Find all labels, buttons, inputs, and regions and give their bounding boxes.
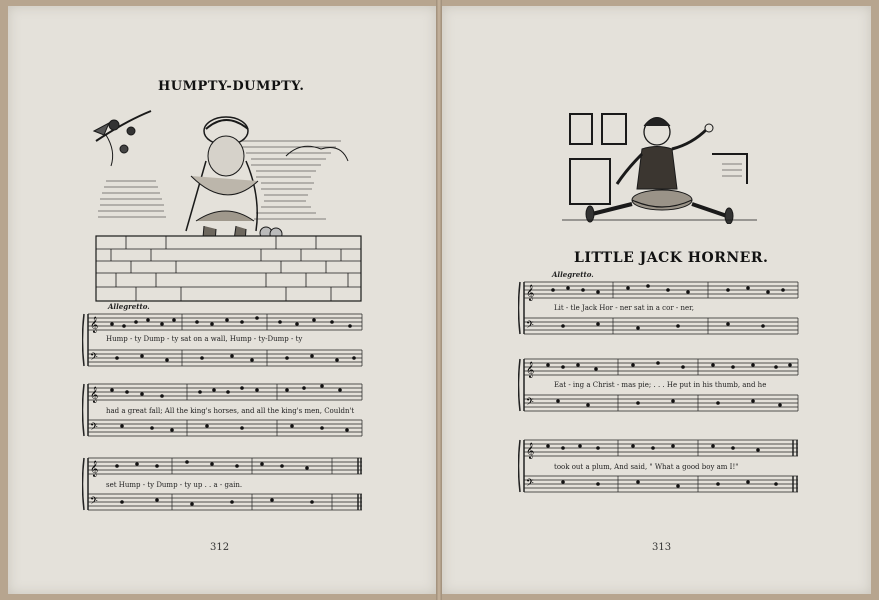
svg-text:𝄢: 𝄢 <box>526 477 534 491</box>
svg-text:𝄢: 𝄢 <box>90 495 98 509</box>
svg-text:𝄞: 𝄞 <box>90 387 99 403</box>
lyric-line-3: took out a plum, And said, " What a good boy am I!" <box>554 463 739 471</box>
svg-text:𝄞: 𝄞 <box>526 362 535 378</box>
tempo-marking: Allegretto. <box>108 302 150 311</box>
svg-text:𝄞: 𝄞 <box>526 285 535 301</box>
svg-text:𝄢: 𝄢 <box>90 421 98 435</box>
svg-text:𝄢: 𝄢 <box>526 319 534 333</box>
treble-clef-icon: 𝄞 <box>90 317 99 333</box>
svg-text:𝄞: 𝄞 <box>90 461 99 477</box>
page-number: 313 <box>652 542 672 553</box>
svg-text:𝄢: 𝄢 <box>526 396 534 410</box>
left-page <box>8 6 436 594</box>
page-title: HUMPTY-DUMPTY. <box>158 79 305 94</box>
lyric-line-1: Hump - ty Dump - ty sat on a wall, Hump - ty-Dump - ty <box>106 335 303 343</box>
lyric-line-2: had a great fall; All the king's horses, and all the king's men, Couldn't <box>106 407 355 415</box>
bass-clef-icon: 𝄢 <box>90 351 98 365</box>
lyric-line-3: set Hump - ty Dump - ty up . . a - gain. <box>106 481 243 489</box>
jack-horner-illustration <box>562 104 757 224</box>
page-number: 312 <box>210 542 230 553</box>
tempo-marking: Allegretto. <box>552 270 594 279</box>
svg-text:𝄞: 𝄞 <box>526 443 535 459</box>
lyric-line-2: Eat - ing a Christ - mas pie; . . . He put in his thumb, and he <box>554 381 767 389</box>
lyric-line-1: Lit - tle Jack Hor - ner sat in a cor - ner, <box>554 304 694 312</box>
humpty-dumpty-illustration <box>86 101 366 306</box>
right-page <box>442 6 871 594</box>
page-title: LITTLE JACK HORNER. <box>574 250 769 266</box>
